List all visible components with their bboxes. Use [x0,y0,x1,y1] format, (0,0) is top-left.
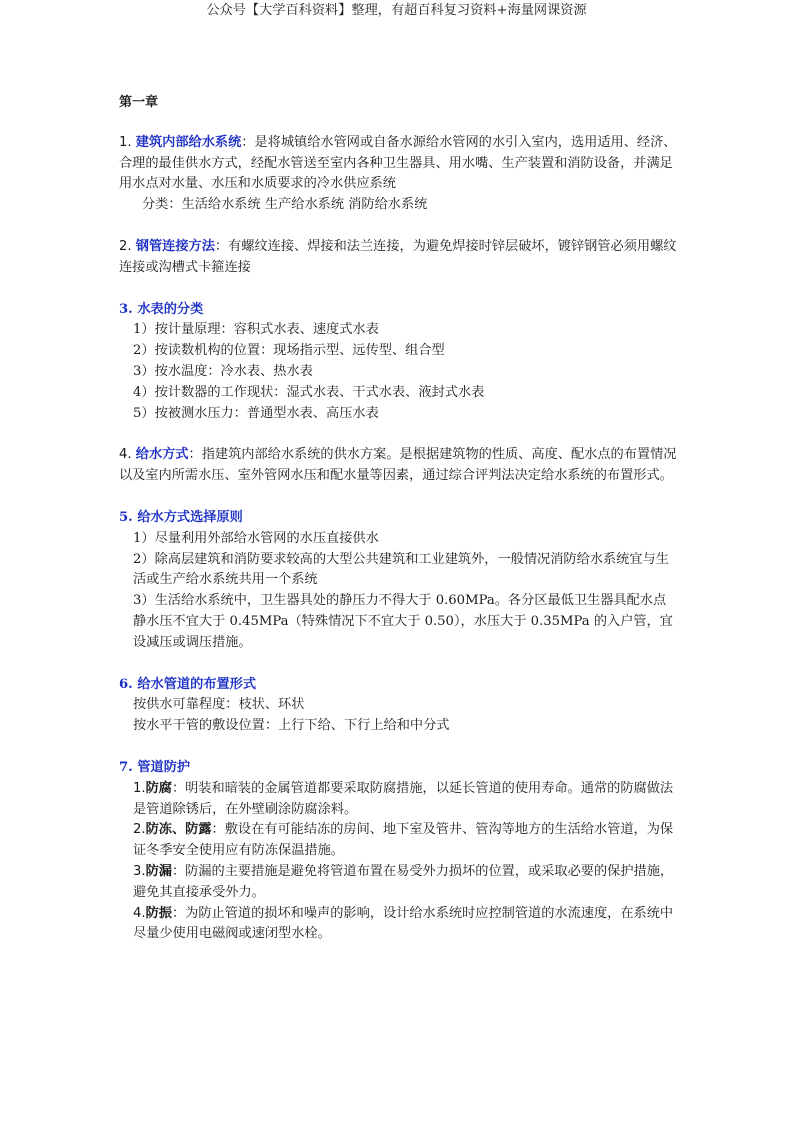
list-item: 按供水可靠程度：枝状、环状 [133,697,305,713]
list-item: 1）尽量利用外部给水管网的水压直接供水 [133,530,379,546]
section-2-term: 钢管连接方法 [135,238,215,254]
section-1-classification: 分类：生活给水系统 生产给水系统 消防给水系统 [142,197,428,213]
item-number: 4. [133,905,146,921]
section-4-paragraph [119,445,679,487]
section-2-text: ：有螺纹连接、焊接和法兰连接，为避免焊接时锌层破坏，镀锌钢管必须用螺纹连接或沟槽式卡箍连接 [119,238,677,275]
item-term: 防腐 [145,780,172,796]
protection-item-frost [133,820,679,862]
item-term: 防振 [145,905,172,921]
section-7-title: 7. 管道防护 [119,759,191,775]
section-6-title: 6. 给水管道的布置形式 [119,676,257,692]
protection-item-leak [133,862,679,904]
list-item: 3）生活给水系统中，卫生器具处的静压力不得大于 0.60MPa。各分区最低卫生器具配水点静水压不宜大于 0.45MPa（特殊情况下不宜大于 0.50），水压大于 0.35MPa 的入户管，宜设减压或调压措施。 [133,593,673,650]
item-text: ：防漏的主要措施是避免将管道布置在易受外力损坏的位置，或采取必要的保护措施，避免其直接承受外力。 [133,863,674,900]
item-text: ：敷设在有可能结冻的房间、地下室及管井、管沟等地方的生活给水管道，为保证冬季安全使用应有防冻保温措施。 [133,822,674,859]
section-3-title: 3. 水表的分类 [119,301,204,317]
item-term: 防冻、防露 [145,822,212,838]
list-item: 2）按读数机构的位置：现场指示型、远传型、组合型 [133,343,445,359]
item-number: 2. [133,822,146,838]
page-header: 公众号【大学百科资料】整理，有超百科复习资料+海量网课资源 [206,3,587,18]
section-2-paragraph [119,237,679,279]
section-2-number: 2. [119,238,132,254]
item-text: ：为防止管道的损坏和噪声的影响，设计给水系统时应控制管道的水流速度，在系统中尽量少使用电磁阀或速闭型水栓。 [133,905,674,942]
protection-item-vibration [133,904,679,946]
section-6 [119,675,679,737]
section-5-title: 5. 给水方式选择原则 [119,509,243,525]
item-number: 3. [133,863,146,879]
section-2 [119,237,679,279]
section-4-number: 4. [119,447,132,463]
item-term: 防漏 [145,863,172,879]
protection-item-corrosion [133,779,679,821]
item-text: ：明装和暗装的金属管道都要采取防腐措施，以延长管道的使用寿命。通常的防腐做法是管道除锈后，在外壁刷涂防腐涂料。 [133,780,674,817]
chapter-title: 第一章 [119,95,159,110]
list-item: 4）按计数器的工作现状：湿式水表、干式水表、液封式水表 [133,384,485,400]
list-item: 1）按计量原理：容积式水表、速度式水表 [133,322,379,338]
section-4 [119,445,679,487]
section-3 [119,300,679,425]
list-item: 5）按被测水压力：普通型水表、高压水表 [133,405,379,421]
list-item: 按水平干管的敷设位置：上行下给、下行上给和中分式 [133,718,450,734]
list-item: 3）按水温度：冷水表、热水表 [133,363,313,379]
list-item: 2）除高层建筑和消防要求较高的大型公共建筑和工业建筑外，一般情况消防给水系统宜与生活或生产给水系统共用一个系统 [133,551,669,588]
document-body [119,93,679,966]
section-4-text: ：指建筑内部给水系统的供水方案。是根据建筑物的性质、高度、配水点的布置情况以及室内所需水压、室外管网水压和配水量等因素，通过综合评判法决定给水系统的布置形式。 [119,447,677,484]
section-4-term: 给水方式 [135,447,189,463]
section-1 [119,133,679,216]
section-1-term: 建筑内部给水系统 [135,134,242,150]
section-1-text: ：是将城镇给水管网或自备水源给水管网的水引入室内，选用适用、经济、合理的最佳供水方式，经配水管送至室内各种卫生器具、用水嘴、生产装置和消防设备，并满足用水点对水量、水压和水质要求的冷水供应系统 [119,134,677,192]
section-1-paragraph [119,133,679,195]
item-number: 1. [133,780,146,796]
section-7 [119,758,679,945]
section-5 [119,508,679,654]
section-1-number: 1. [119,134,132,150]
